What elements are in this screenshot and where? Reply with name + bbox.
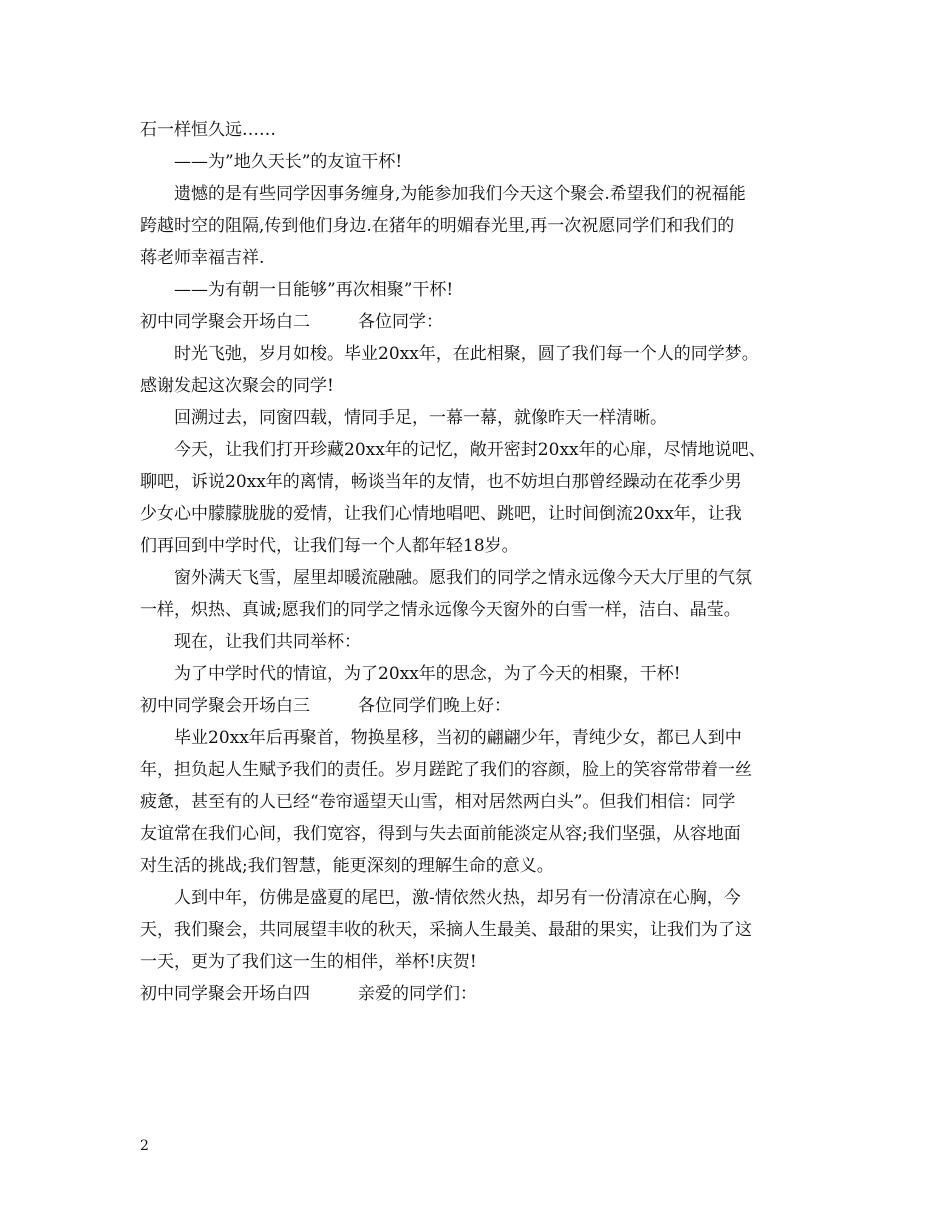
section-greeting: 亲爱的同学们： [358,984,477,1004]
text-line: 遗憾的是有些同学因事务缠身,为能参加我们今天这个聚会.希望我们的祝福能 [174,184,746,204]
text-line: 现在，让我们共同举杯： [174,632,361,652]
text-line: 今天，让我们打开珍藏20xx年的记忆，敞开密封20xx年的心扉，尽情地说吧、 [174,440,766,460]
section-greeting: 各位同学们晚上好： [358,696,511,716]
text-line: 为了中学时代的情谊，为了20xx年的思念，为了今天的相聚，干杯! [174,664,681,684]
text-line: 疲惫，甚至有的人已经“卷帘遥望天山雪，相对居然两白头”。但我们相信：同学 [140,792,736,812]
text-line: ——为”地久天长”的友谊干杯! [174,152,403,172]
text-line: 们再回到中学时代，让我们每一个人都年轻18岁。 [140,536,519,556]
text-line: 回溯过去，同窗四载，情同手足，一幕一幕，就像昨天一样清晰。 [174,408,667,428]
text-line: 感谢发起这次聚会的同学! [140,376,334,396]
text-line: 蒋老师幸福吉祥. [140,248,265,268]
text-line: 一样，炽热、真诚;愿我们的同学之情永远像今天窗外的白雪一样，洁白、晶莹。 [140,600,741,620]
text-line: 天，我们聚会，共同展望丰收的秋天，采摘人生最美、最甜的果实，让我们为了这 [140,920,752,940]
text-line: 对生活的挑战;我们智慧，能更深刻的理解生命的意义。 [140,856,554,876]
page-number: 2 [140,1138,149,1154]
text-line: 石一样恒久远…… [140,120,276,140]
text-line: 年，担负起人生赋予我们的责任。岁月蹉跎了我们的容颜，脸上的笑容常带着一丝 [140,760,752,780]
section-heading [140,690,840,722]
text-line: 窗外满天飞雪，屋里却暖流融融。愿我们的同学之情永远像今天大厅里的气氛 [174,568,752,588]
text-line: 一天，更为了我们这一生的相伴，举杯!庆贺! [140,952,477,972]
text-line: ——为有朝一日能够”再次相聚”干杯! [174,280,454,300]
section-title: 初中同学聚会开场白四 [140,984,310,1004]
text-line: 聊吧，诉说20xx年的离情，畅谈当年的友情，也不妨坦白那曾经躁动在花季少男 [140,472,742,492]
text-line: 少女心中朦朦胧胧的爱情，让我们心情地唱吧、跳吧，让时间倒流20xx年，让我 [140,504,742,524]
section-title: 初中同学聚会开场白二 [140,312,310,332]
text-line: 跨越时空的阻隔,传到他们身边.在猪年的明媚春光里,再一次祝愿同学们和我们的 [140,216,735,236]
text-line: 人到中年，仿佛是盛夏的尾巴，激-情依然火热，却另有一份清凉在心胸，今 [174,888,741,908]
text-line: 友谊常在我们心间，我们宽容，得到与失去面前能淡定从容;我们坚强，从容地面 [140,824,741,844]
section-greeting: 各位同学： [358,312,443,332]
section-heading [140,306,840,338]
section-title: 初中同学聚会开场白三 [140,696,310,716]
section-heading [140,978,840,1010]
document-body [140,114,840,1010]
text-line: 时光飞弛，岁月如梭。毕业20xx年，在此相聚，圆了我们每一个人的同学梦。 [174,344,759,364]
text-line: 毕业20xx年后再聚首，物换星移，当初的翩翩少年，青纯少女，都已人到中 [174,728,742,748]
